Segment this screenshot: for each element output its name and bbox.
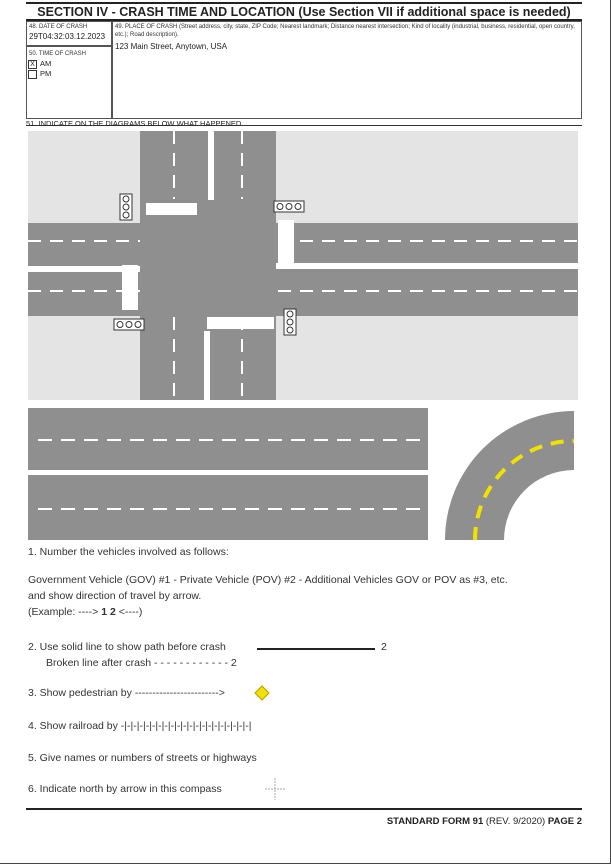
instruction-6: 6. Indicate north by arrow in this compass <box>28 783 222 795</box>
section-title: SECTION IV - CRASH TIME AND LOCATION (Use Section VII if additional space is needed) <box>37 5 571 19</box>
form-footer <box>26 816 582 827</box>
date-of-crash-cell <box>26 21 112 46</box>
am-option[interactable] <box>27 59 111 69</box>
traffic-light-icon <box>114 319 144 330</box>
instruction-1b: Government Vehicle (GOV) #1 - Private Vehicle (POV) #2 - Additional Vehicles GOV or POV as #3, etc. <box>28 574 508 586</box>
instruction-1c: and show direction of travel by arrow. <box>28 590 202 602</box>
date-of-crash-label: 48. DATE OF CRASH <box>29 24 88 30</box>
compass-icon[interactable] <box>264 777 286 801</box>
instruction-4: 4. Show railroad by -|-|-|-|-|-|-|-|-|-|-|-|-|-|-|-|-|-|-|-|-| <box>28 720 252 732</box>
straight-road-divider <box>28 470 428 475</box>
pm-label: PM <box>40 69 52 78</box>
traffic-light-icon <box>274 201 304 212</box>
crash-info-grid <box>26 19 582 126</box>
intersection-diagram[interactable] <box>28 131 578 400</box>
example-suffix: <----) <box>115 606 143 618</box>
time-of-crash-cell <box>26 46 112 119</box>
instruction-3: 3. Show pedestrian by ------------------------> <box>28 687 225 699</box>
vertical-divider-top <box>208 131 214 200</box>
stop-bar-east <box>278 220 294 265</box>
stop-bar-west <box>122 265 138 310</box>
field-51-label: 51. INDICATE ON THE DIAGRAMS BELOW WHAT HAPPENED <box>26 119 242 128</box>
form-revision: (REV. 9/2020) <box>483 816 548 827</box>
example-prefix: (Example: ----> <box>28 606 102 618</box>
solid-line-sample <box>257 648 375 650</box>
stop-bar-south <box>207 317 274 329</box>
straight-road-diagram[interactable] <box>28 408 429 540</box>
vertical-divider-bottom <box>204 331 210 400</box>
place-of-crash-value[interactable]: 123 Main Street, Anytown, USA <box>115 42 228 51</box>
instruction-2b: Broken line after crash - - - - - - - - - - - - 2 <box>46 657 237 669</box>
footer-rule <box>26 808 582 810</box>
page-number: PAGE 2 <box>547 816 582 827</box>
time-of-crash-label: 50. TIME OF CRASH <box>29 51 86 57</box>
stop-bar-north <box>146 203 197 215</box>
instruction-1-example <box>28 606 142 618</box>
instruction-1: 1. Number the vehicles involved as follows: <box>28 546 229 558</box>
pedestrian-diamond-icon <box>254 685 270 701</box>
instruction-2: 2. Use solid line to show path before crash <box>28 641 226 653</box>
example-numbers: 1 2 <box>101 606 116 618</box>
am-checkbox[interactable]: X <box>28 60 37 69</box>
am-label: AM <box>40 59 52 68</box>
title-rule-top <box>26 2 582 4</box>
form-number: STANDARD FORM 91 <box>386 816 484 827</box>
pm-option[interactable] <box>27 69 111 79</box>
pm-checkbox[interactable] <box>28 70 37 79</box>
instruction-5: 5. Give names or numbers of streets or highways <box>28 752 257 764</box>
traffic-light-icon <box>284 309 296 335</box>
place-of-crash-cell <box>112 21 582 119</box>
date-of-crash-value[interactable]: 29T04:32:03.12.2023 <box>29 32 106 41</box>
solid-line-number: 2 <box>381 641 387 653</box>
place-of-crash-label: 49. PLACE OF CRASH (Street address, city, state, ZIP Code; Nearest landmark; Distance nearest intersection; Kind of locality (industrial, business, residential, open country, etc.); Road description). <box>115 24 575 38</box>
traffic-light-icon <box>120 194 132 220</box>
horizontal-divider-right <box>276 263 578 269</box>
curved-road-diagram[interactable] <box>428 408 574 540</box>
